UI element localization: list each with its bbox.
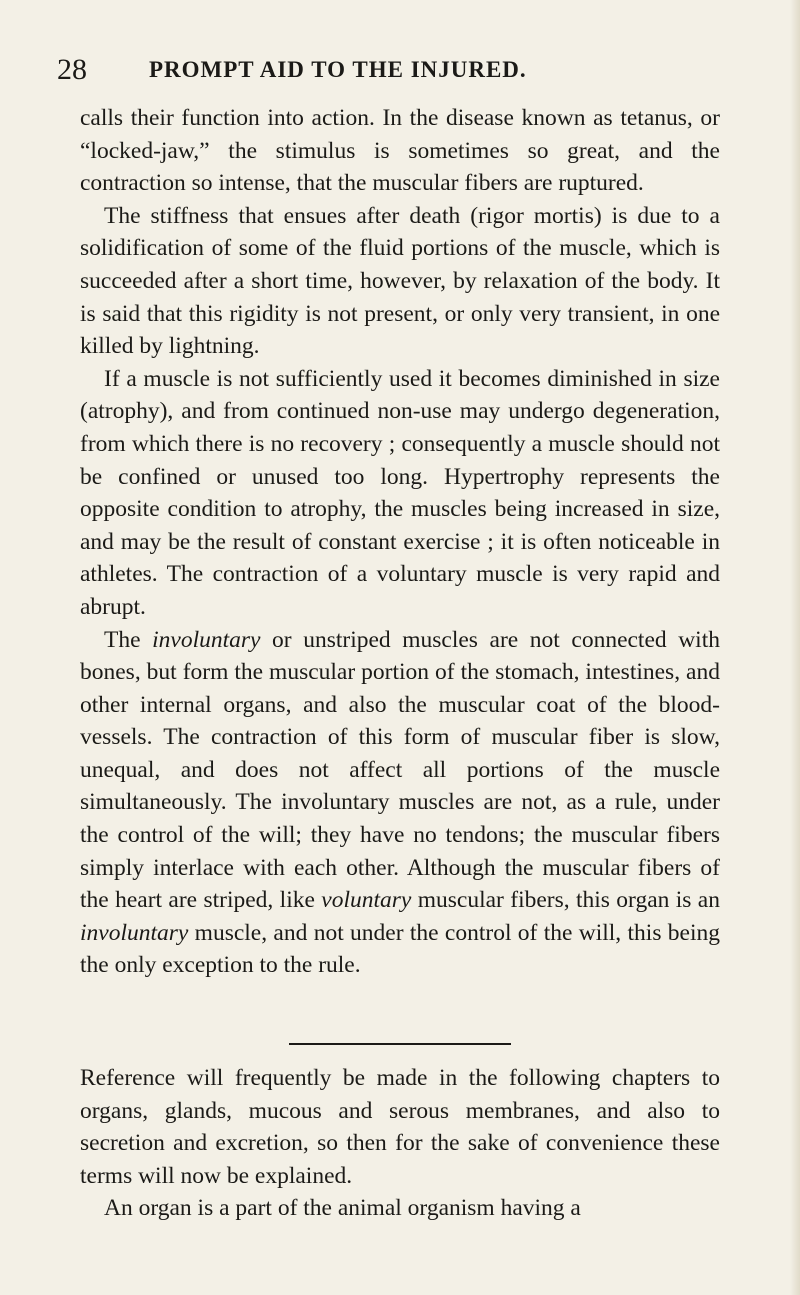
text-run: muscular fibers, this organ is an [411,887,720,914]
text-run: The [104,626,153,653]
paragraph-atrophy: If a muscle is not sufficiently used it becomes diminished in size (atrophy), and from continued non-use may undergo degeneration, from which there is no recovery ; consequently a muscle should not be confined or unused too long. Hypertrophy represents the opposite condition to atrophy, the muscles being increased in size, and may be the result of constant exercise ; it is often noticeable in athletes. The contraction of a voluntary muscle is very rapid and abrupt. [80,365,720,620]
page-number: 28 [57,53,87,86]
italic-term: voluntary [321,887,412,914]
page-header [57,50,697,90]
paragraph-rigor-mortis: The stiffness that ensues after death (rigor mortis) is due to a solidification of some of the fluid portions of the muscle, which is succeeded after a short time, however, by relaxation of the body. It is said that this rigidity is not present, or only very transient, in one killed by lightning. [80,202,720,360]
paragraph-organ: An organ is a part of the animal organism having a [104,1195,581,1222]
text-run: or unstriped muscles are not connected with bones, but form the muscular portion of the stomach, intestines, and other internal organs, and also the muscular coat of the blood-vessels. The contraction of this form of muscular fiber is slow, unequal, and does not affect all portions of the muscle simultaneously. The involuntary muscles are not, as a rule, under the control of the will; they have no tendons; the muscular fibers simply interlace with each other. Although the muscular fibers of the heart are striped, like [80,626,720,914]
body-text [80,102,720,982]
body-text-continued [80,1062,720,1225]
page-edge-shadow [790,0,800,1295]
section-divider [289,1043,511,1045]
italic-term: involuntary [80,919,189,946]
paragraph-tetanus: calls their function into action. In the disease known as tetanus, or “locked-jaw,” the stimulus is sometimes so great, and the contraction so intense, that the muscular fibers are ruptured. [80,105,720,197]
running-head: PROMPT AID TO THE INJURED. [149,57,527,82]
paragraph-involuntary-muscles [80,624,720,983]
italic-term: involuntary [152,626,261,653]
text-run: muscle, and not under the control of the will, this being the only exception to the rule. [80,919,720,979]
paragraph-reference: Reference will frequently be made in the following chapters to organs, glands, mucous and serous membranes, and also to secretion and excretion, so then for the sake of convenience these terms will now be explained. [80,1065,720,1189]
